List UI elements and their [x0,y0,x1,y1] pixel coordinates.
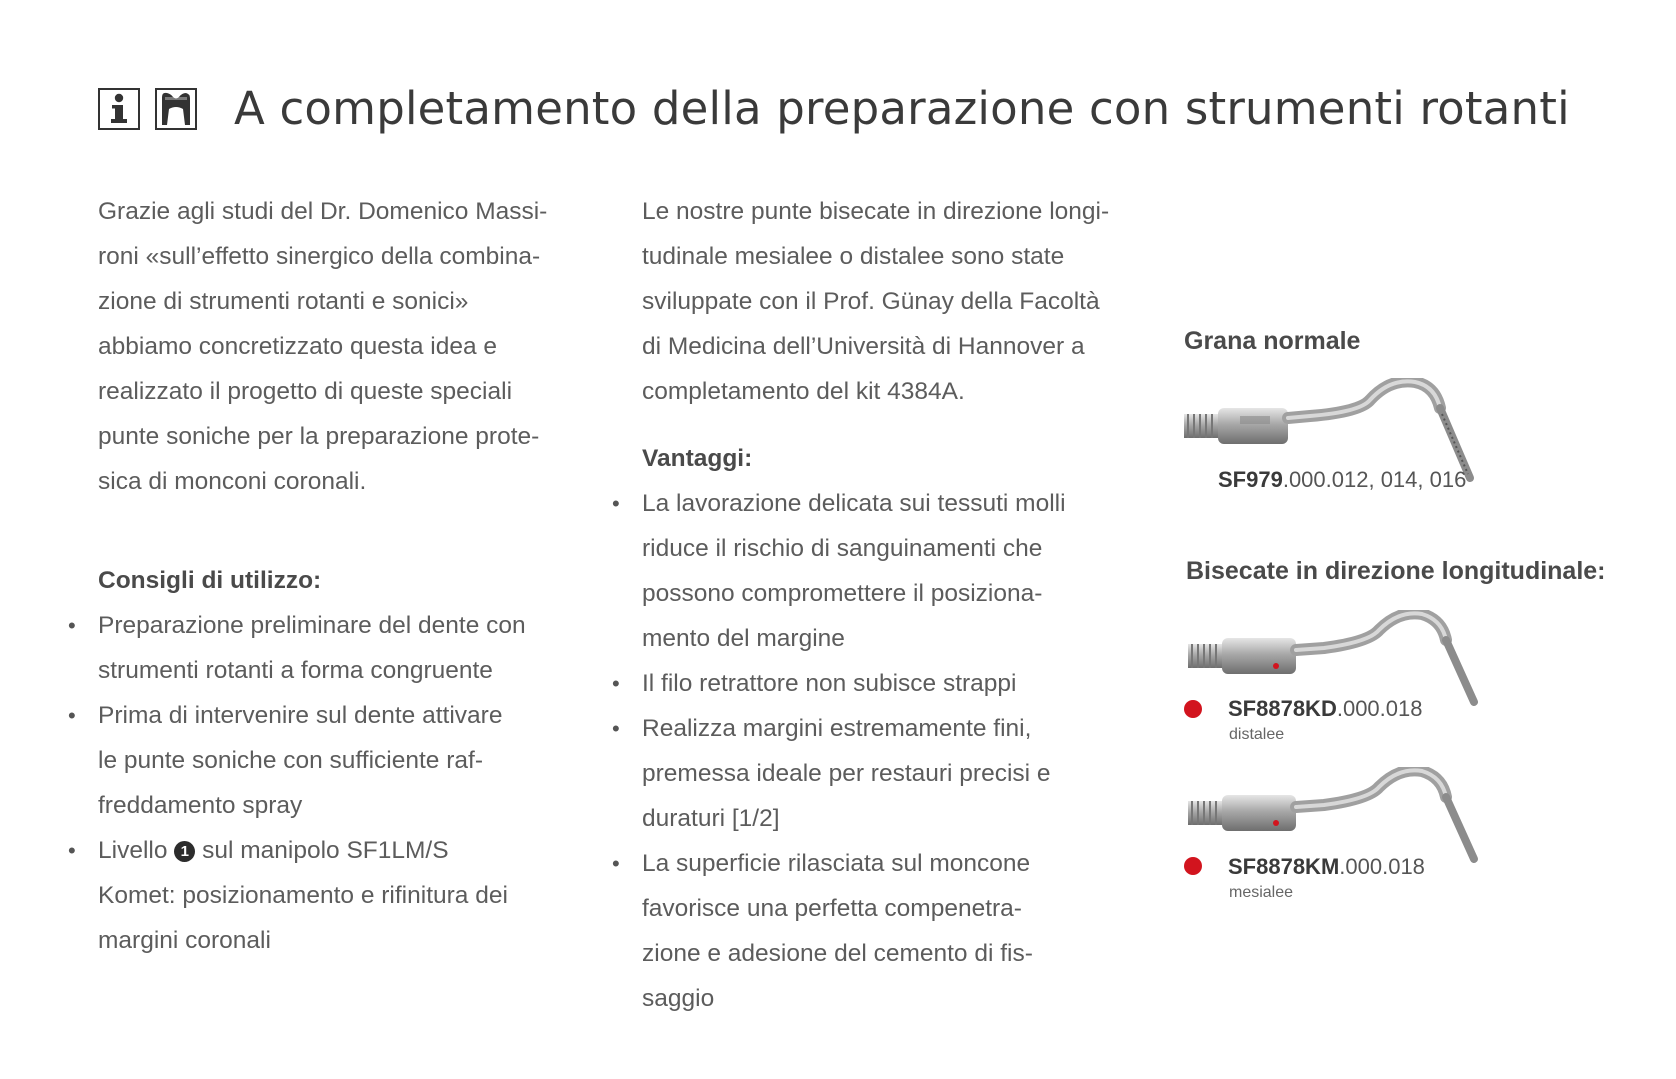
text-line: le punte soniche con sufficiente raf- [98,747,483,774]
bullet-icon: • [612,716,620,741]
level-prefix: Livello [98,837,168,864]
intro-paragraph-middle [642,189,1162,414]
title-bar [98,82,1570,135]
list-item [68,603,608,693]
tooth-icon [155,88,197,130]
text-line: margini coronali [98,927,271,954]
intro-paragraph-left [98,189,608,504]
text-line: duraturi [1/2] [642,805,780,832]
text-line: punte soniche per la preparazione prote- [98,423,540,450]
text-line: saggio [642,985,715,1012]
text-line: sviluppate con il Prof. Günay della Facoltà [642,288,1100,315]
text-line: riduce il rischio di sanguinamenti che [642,535,1043,562]
text-line: zione e adesione del cemento di fis- [642,940,1033,967]
bullet-icon: • [612,671,620,696]
text-line: Preparazione preliminare del dente con [98,612,526,639]
variant-label: mesialee [1229,884,1294,901]
text-line: freddamento spray [98,792,303,819]
list-item [68,828,608,963]
advantages-list [612,481,1162,1021]
advantages-heading: Vantaggi: [642,445,753,472]
column-intro-left [68,189,608,963]
text-line: premessa ideale per restauri precisi e [642,760,1051,787]
text-line: completamento del kit 4384A. [642,378,965,405]
product-code-rest: .000.018 [1336,696,1423,721]
bisected-heading: Bisecate in direzione longitudinale: [1186,557,1606,585]
text-line: possono compromettere il posiziona- [642,580,1043,607]
tips-heading: Consigli di utilizzo: [98,567,322,594]
text-line: La lavorazione delicata sui tessuti molli [642,490,1066,517]
list-item [612,841,1162,1021]
text-line: Grazie agli studi del Dr. Domenico Massi- [98,198,548,225]
product-code-sf979 [1218,467,1466,493]
tips-list [68,603,608,963]
bullet-icon: • [68,838,76,863]
text-line [98,828,608,873]
product-code-sf8878km [1228,854,1425,880]
text-line: zione di strumenti rotanti e sonici» [98,288,469,315]
list-item [612,481,1162,661]
bullet-icon: • [612,851,620,876]
product-code-bold: SF8878KM [1228,854,1340,879]
text-line: abbiamo concretizzato questa idea e [98,333,498,360]
text-line: Il filo retrattore non subisce strappi [642,670,1017,697]
list-item [612,661,1162,706]
text-line: La superficie rilasciata sul moncone [642,850,1031,877]
bullet-icon: • [68,613,76,638]
text-line: Realizza margini estremamente fini, [642,715,1032,742]
product-code-bold: SF979 [1218,467,1283,492]
bullet-icon: • [68,703,76,728]
text-line: tudinale mesialee o distalee sono state [642,243,1065,270]
info-icon [98,88,140,130]
text-line: Prima di intervenire sul dente attivare [98,702,503,729]
text-line: strumenti rotanti a forma congruente [98,657,493,684]
normal-grit-heading: Grana normale [1184,327,1361,355]
product-code-rest: .000.012, 014, 016 [1282,467,1467,492]
list-item [612,706,1162,841]
text-line: Komet: posizionamento e rifinitura dei [98,882,508,909]
product-code-bold: SF8878KD [1228,696,1337,721]
variant-label: distalee [1229,726,1285,743]
text-line: Le nostre punte bisecate in direzione longi- [642,198,1110,225]
text-line: di Medicina dell’Università di Hannover a [642,333,1085,360]
level-suffix: sul manipolo SF1LM/S [202,837,449,864]
product-code-sf8878kd [1228,696,1422,722]
text-line: sica di monconi coronali. [98,468,367,495]
column-intro-middle [612,189,1162,1021]
text-line: favorisce una perfetta compenetra- [642,895,1022,922]
level-badge: 1 [174,841,195,862]
red-dot-icon [1184,700,1202,718]
text-line: roni «sull’effetto sinergico della combina- [98,243,541,270]
text-line: mento del margine [642,625,845,652]
product-code-rest: .000.018 [1339,854,1425,879]
text-line: realizzato il progetto di queste speciali [98,378,513,405]
page-title: A completamento della preparazione con strumenti rotanti [234,82,1570,135]
list-item [68,693,608,828]
red-dot-icon [1184,857,1202,875]
bullet-icon: • [612,491,620,516]
